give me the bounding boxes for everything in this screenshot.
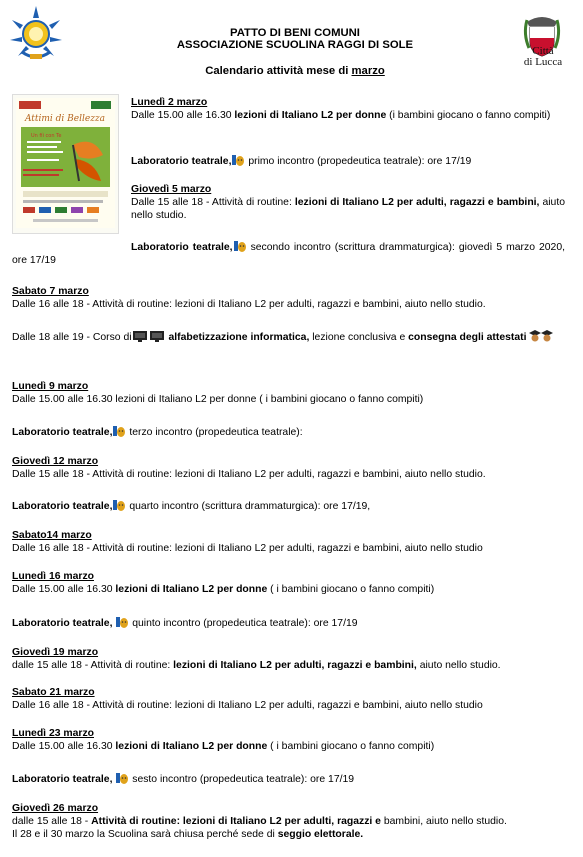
entry-text: Dalle 15.00 alle 16.30 lezioni di Italiano L2 per donne ( i bambini giocano o fanno compiti) (12, 394, 424, 405)
poster-title: Attimi di Bellezza (24, 114, 106, 124)
lab-text: secondo incontro (scrittura drammaturgica): giovedì 5 marzo 2020, ore 17/19 (12, 242, 565, 266)
entry-text-bold: lezioni di Italiano L2 per adulti, ragazzi e bambini, (173, 660, 417, 671)
entry-text (131, 196, 565, 222)
entry-date: Lunedì 2 marzo (131, 97, 208, 108)
event-poster-image (12, 94, 119, 234)
theater-masks-icon (112, 425, 126, 438)
entry-text (12, 583, 565, 596)
header-line-1: PATTO DI BENI COMUNI (230, 27, 360, 39)
entry-lab-6 (12, 772, 565, 786)
header-line-2: ASSOCIAZIONE SCUOLINA RAGGI DI SOLE (176, 39, 414, 51)
entry-text-bold: alfabetizzazione informatica, (165, 332, 310, 343)
lab-text: terzo incontro (propedeutica teatrale): (126, 427, 303, 438)
lab-label: Laboratorio teatrale, (12, 427, 113, 438)
city-name-line-2: di Lucca (523, 56, 563, 68)
graduate-icon (529, 330, 541, 342)
theater-masks-icon (115, 772, 129, 785)
lab-text: quinto incontro (propedeutica teatrale): ore 17/19 (129, 618, 358, 629)
lab-label: Laboratorio teatrale, (12, 501, 113, 512)
entry-text-bold: lezioni di Italiano L2 per adulti, ragazzi e bambini, (294, 197, 540, 208)
computer-monitor-icon (132, 330, 166, 342)
entry-text-bold: lezioni di Italiano L2 per donne (115, 584, 268, 595)
graduate-icon (541, 330, 553, 342)
entry-date: Sabato 7 marzo (12, 286, 89, 297)
entry-text: Dalle 16 alle 18 - Attività di routine: lezioni di Italiano L2 per adulti, ragazzi e bambini, aiuto nello studio (12, 543, 483, 554)
theater-masks-icon (112, 499, 126, 512)
lab-text: primo incontro (propedeutica teatrale): ore 17/19 (245, 156, 472, 167)
entry-text-c: aiuto nello studio. (131, 197, 565, 221)
entry-giovedi-5 (131, 183, 565, 222)
lab-label: Laboratorio teatrale, (131, 242, 233, 253)
city-name-line-1: Città (532, 45, 554, 57)
entry-text-a: Dalle 15.00 alle 16.30 (12, 584, 116, 595)
entry-text-bold: Attività di routine: lezioni di Italiano L2 per adulti, ragazzi e (91, 816, 381, 827)
entry-lab-5 (12, 616, 565, 630)
lab-label: Laboratorio teatrale, (131, 156, 232, 167)
entry-text-pre: Dalle 18 alle 19 - Corso di (12, 332, 132, 343)
entry-text-bold-2: consegna degli attestati (408, 332, 527, 343)
entry-date: Giovedì 12 marzo (12, 456, 99, 467)
entry-text: Dalle 15 alle 18 - Attività di routine: lezioni di Italiano L2 per adulti, ragazzi e bambini, aiuto nello studio. (12, 469, 486, 480)
entry-text (131, 109, 565, 122)
entry-lab-1 (131, 154, 565, 168)
entry-date: Lunedì 16 marzo (12, 571, 94, 582)
entry-lab-2 (12, 240, 565, 267)
association-sun-logo (8, 4, 64, 64)
entry-lunedi-16 (12, 570, 565, 596)
entry-lab-4 (12, 499, 565, 513)
calendar-title (100, 65, 490, 78)
lab-label: Laboratorio teatrale, (12, 618, 113, 629)
entry-date: Giovedì 19 marzo (12, 647, 99, 658)
entry-lab-3 (12, 425, 565, 439)
entry-date: Sabato 21 marzo (12, 687, 95, 698)
entry-text-c: aiuto nello studio. (416, 660, 501, 671)
entry-text: Dalle 16 alle 18 - Attività di routine: lezioni di Italiano L2 per adulti, ragazzi e bambini, aiuto nello studio (12, 700, 483, 711)
entry-sabato-7 (12, 285, 565, 311)
entry-text-a: dalle 15 alle 18 - (12, 816, 92, 827)
entry-text-a: Dalle 15.00 alle 16.30 (12, 741, 116, 752)
entry-text-bold: seggio elettorale. (277, 829, 364, 840)
entry-lunedi-23 (12, 727, 565, 753)
entry-text-a: dalle 15 alle 18 - Attività di routine: (12, 660, 174, 671)
entry-date: Lunedì 9 marzo (12, 381, 89, 392)
entry-text-mid: lezione conclusiva e (309, 332, 409, 343)
calendar-title-month: marzo (351, 65, 385, 77)
entry-date: Giovedì 26 marzo (12, 803, 99, 814)
poster-subtitle: Un fiì con Te (31, 133, 62, 139)
entry-lunedi-2 (131, 96, 565, 122)
entry-text-a: Dalle 15 alle 18 - Attività di routine: (131, 197, 295, 208)
entry-date: Giovedì 5 marzo (131, 184, 212, 195)
entry-text-c: ( i bambini giocano o fanno compiti) (267, 741, 435, 752)
entry-text-c: bambini, aiuto nello studio. (380, 816, 507, 827)
entry-text-c: (i bambini giocano o fanno compiti) (386, 110, 551, 121)
entry-closure-note (12, 828, 572, 841)
entry-text-c: ( i bambini giocano o fanno compiti) (267, 584, 435, 595)
theater-masks-icon (231, 154, 245, 167)
entry-giovedi-26 (12, 802, 572, 841)
entry-text-a: Dalle 15.00 alle 16.30 (131, 110, 235, 121)
entry-text-bold: lezioni di Italiano L2 per donne (234, 110, 387, 121)
lab-text: sesto incontro (propedeutica teatrale): ore 17/19 (129, 774, 355, 785)
entry-date: Lunedì 23 marzo (12, 728, 94, 739)
calendar-title-prefix: Calendario attività mese di (205, 65, 352, 77)
entry-sabato-14 (12, 529, 565, 555)
entry-text: Dalle 16 alle 18 - Attività di routine: lezioni di Italiano L2 per adulti, ragazzi e bambini, aiuto nello studio. (12, 299, 486, 310)
city-name (515, 46, 571, 68)
theater-masks-icon (115, 616, 129, 629)
entry-text-pre: Il 28 e il 30 marzo la Scuolina sarà chiusa perché sede di (12, 829, 278, 840)
entry-lunedi-9 (12, 380, 565, 406)
poster-illustration (13, 95, 118, 233)
lab-label: Laboratorio teatrale, (12, 774, 113, 785)
entry-date: Sabato14 marzo (12, 530, 92, 541)
lab-text: quarto incontro (scrittura drammaturgica): ore 17/19, (126, 501, 371, 512)
entry-informatica (12, 330, 565, 344)
entry-text (12, 659, 565, 672)
theater-masks-icon (233, 240, 247, 253)
entry-sabato-21 (12, 686, 565, 712)
entry-giovedi-12 (12, 455, 565, 481)
entry-text-bold: lezioni di Italiano L2 per donne (115, 741, 268, 752)
entry-text (12, 815, 572, 828)
entry-giovedi-19 (12, 646, 565, 672)
entry-text (12, 740, 565, 753)
